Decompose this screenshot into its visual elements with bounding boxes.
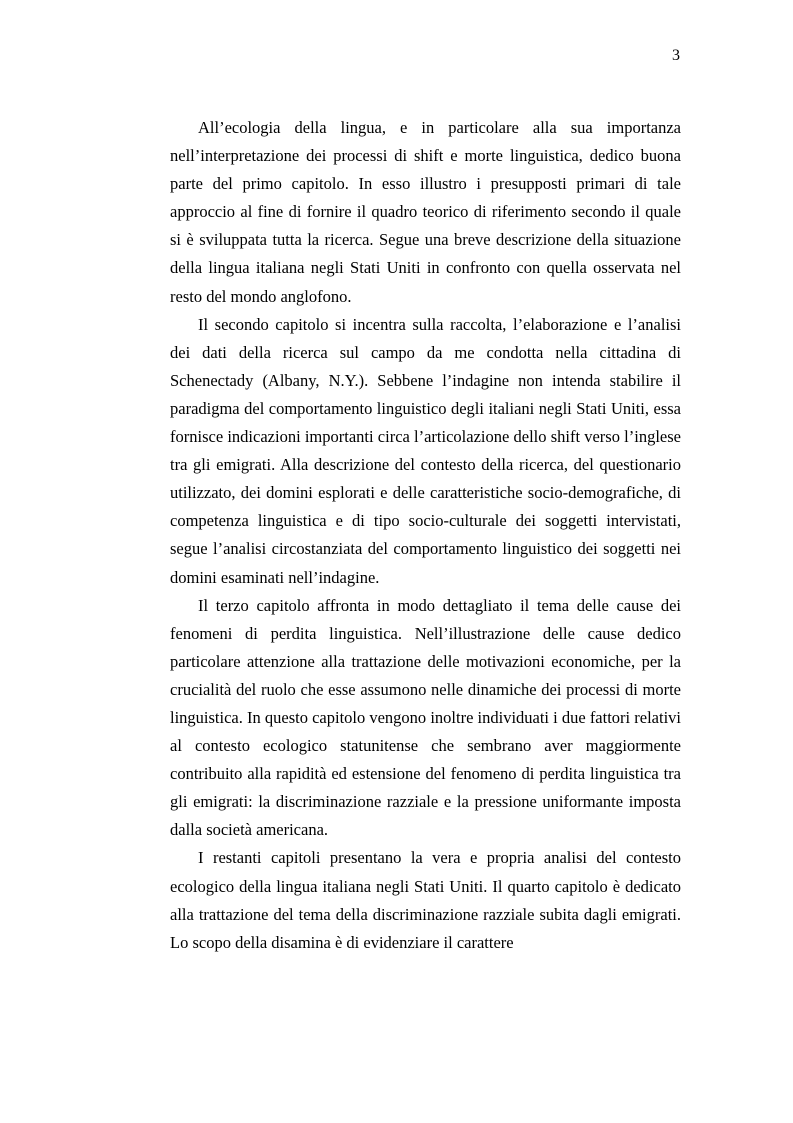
paragraph-ecology: All’ecologia della lingua, e in particolare alla sua importanza nell’interpretazione dei processi di shift e morte linguistica, dedico buona parte del primo capitolo. In esso illustro i presupposti primari di tale approccio al fine di fornire il quadro teorico di riferimento secondo il quale si è sviluppata tutta la ricerca. Segue una breve descrizione della situazione della lingua italiana negli Stati Uniti in confronto con quella osservata nel resto del mondo anglofono.: [170, 118, 681, 306]
paragraph-second-chapter: Il secondo capitolo si incentra sulla raccolta, l’elaborazione e l’analisi dei dati della ricerca sul campo da me condotta nella cittadina di Schenectady (Albany, N.Y.). Sebbene l’indagine non intenda stabilire il paradigma del comportamento linguistico degli italiani negli Stati Uniti, essa fornisce indicazioni importanti circa l’articolazione dello shift verso l’inglese tra gli emigrati. Alla descrizione del contesto della ricerca, del questionario utilizzato, dei domini esplorati e delle caratteristiche socio-demografiche, di competenza linguistica e di tipo socio-culturale dei soggetti intervistati, segue l’analisi circostanziata del comportamento linguistico dei soggetti nei domini esaminati nell’indagine.: [170, 314, 681, 587]
paragraph-third-chapter: Il terzo capitolo affronta in modo dettagliato il tema delle cause dei fenomeni di perdita linguistica. Nell’illustrazione delle cause dedico particolare attenzione alla trattazione delle motivazioni economiche, per la crucialità del ruolo che esse assumono nelle dinamiche dei processi di morte linguistica. In questo capitolo vengono inoltre individuati i due fattori relativi al contesto ecologico statunitense che sembrano aver maggiormente contribuito alla rapidità ed estensione del fenomeno di perdita linguistica tra gli emigrati: la discriminazione razziale e la pressione uniformante imposta dalla società americana.: [170, 595, 681, 840]
paragraph-remaining-chapters: I restanti capitoli presentano la vera e propria analisi del contesto ecologico della lingua italiana negli Stati Uniti. Il quarto capitolo è dedicato alla trattazione del tema della discriminazione razziale subita dagli emigrati. Lo scopo della disamina è di evidenziare il carattere: [170, 848, 681, 952]
body-text: [170, 114, 681, 957]
page-number: 3: [672, 47, 680, 64]
